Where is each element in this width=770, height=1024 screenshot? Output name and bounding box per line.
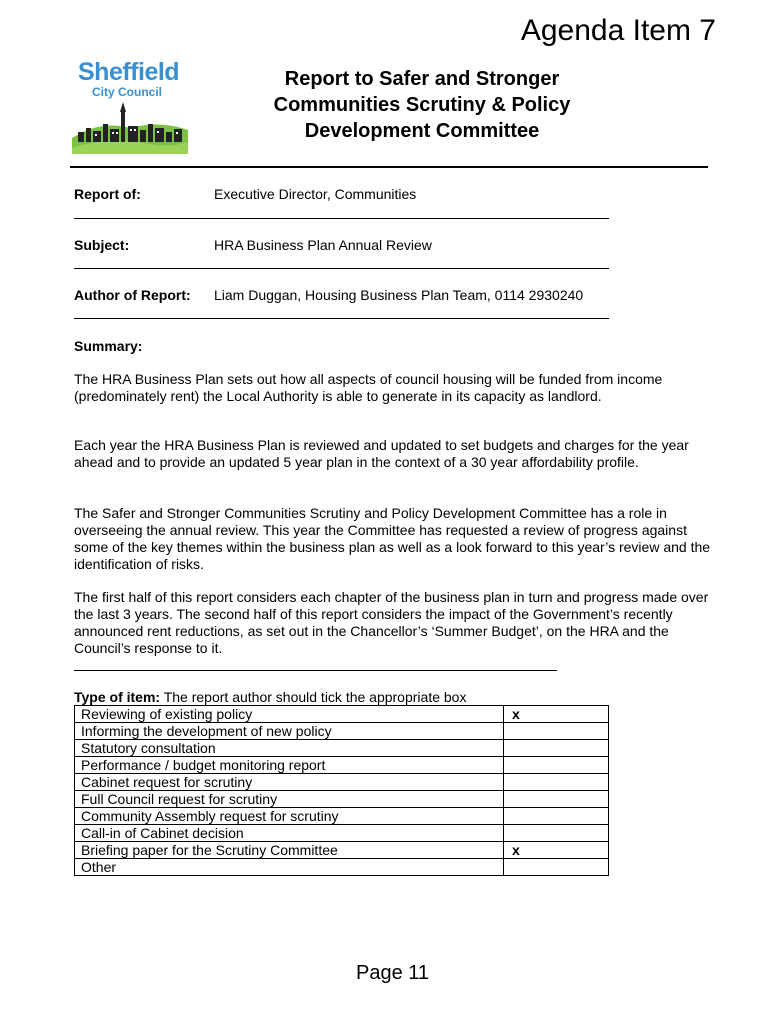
item-type-checkbox[interactable] [504,825,609,842]
table-row [75,825,609,842]
table-row [75,723,609,740]
table-row [75,791,609,808]
divider [74,268,609,269]
item-type-name: Cabinet request for scrutiny [75,774,504,791]
type-of-item-label: Type of item: [74,689,161,705]
item-type-checkbox[interactable] [504,757,609,774]
table-row [75,757,609,774]
author-value: Liam Duggan, Housing Business Plan Team, 0114 2930240 [214,287,584,303]
item-type-name: Reviewing of existing policy [75,706,504,723]
summary-heading: Summary: [74,338,143,354]
divider [74,218,609,219]
item-type-checkbox[interactable]: x [504,842,609,859]
page-number: Page 11 [356,962,430,984]
item-type-checkbox[interactable] [504,808,609,825]
table-row [75,706,609,723]
title-line: Development Committee [304,120,540,142]
summary-paragraph: The HRA Business Plan sets out how all aspects of council housing will be funded from income (predominately rent) the Local Authority is able to generate in its capacity as landlord. [74,371,663,404]
title-line: Communities Scrutiny & Policy [273,94,571,116]
item-type-name: Statutory consultation [75,740,504,757]
report-of-label: Report of: [74,186,141,202]
council-logo [70,58,190,156]
type-of-item-table [74,705,609,876]
type-of-item-line [74,689,466,705]
item-type-name: Community Assembly request for scrutiny [75,808,504,825]
summary-paragraph: The Safer and Stronger Communities Scrutiny and Policy Development Committee has a role in overseeing the annual review. This year the Committee has requested a review of progress against some of the key themes within the business plan as well as a look forward to this year’s review and the identification of risks. [74,505,711,572]
report-title [222,66,622,144]
item-type-checkbox[interactable] [504,740,609,757]
item-type-checkbox[interactable] [504,859,609,876]
title-line: Report to Safer and Stronger [284,68,560,90]
header-divider [70,166,708,168]
summary-paragraph: The first half of this report considers each chapter of the business plan in turn and progress made over the last 3 years. The second half of this report considers the impact of the Government’s recently announced rent reductions, as set out in the Chancellor’s ‘Summer Budget’, on the HRA and the Council’s response to it. [74,589,709,656]
logo-sub-text: City Council [92,85,163,99]
item-type-checkbox[interactable]: x [504,706,609,723]
report-of-value: Executive Director, Communities [214,186,417,202]
item-type-checkbox[interactable] [504,723,609,740]
item-type-name: Other [75,859,504,876]
city-skyline-icon [70,98,190,154]
table-row [75,859,609,876]
table-row [75,842,609,859]
subject-value: HRA Business Plan Annual Review [214,237,432,253]
divider [74,318,609,319]
table-row [75,740,609,757]
type-of-item-instruction: The report author should tick the appropriate box [163,689,467,705]
item-type-name: Informing the development of new policy [75,723,504,740]
summary-paragraph: Each year the HRA Business Plan is reviewed and updated to set budgets and charges for the year ahead and to provide an updated 5 year plan in the context of a 30 year affordability profile. [74,437,689,470]
item-type-name: Full Council request for scrutiny [75,791,504,808]
table-row [75,808,609,825]
divider [74,670,557,671]
agenda-item-label: Agenda Item 7 [520,14,716,47]
item-type-name: Call-in of Cabinet decision [75,825,504,842]
table-row [75,774,609,791]
item-type-checkbox[interactable] [504,791,609,808]
author-label: Author of Report: [74,287,191,303]
item-type-name: Performance / budget monitoring report [75,757,504,774]
subject-label: Subject: [74,237,130,253]
item-type-checkbox[interactable] [504,774,609,791]
logo-brand-text: Sheffield [78,58,180,86]
item-type-name: Briefing paper for the Scrutiny Committee [75,842,504,859]
